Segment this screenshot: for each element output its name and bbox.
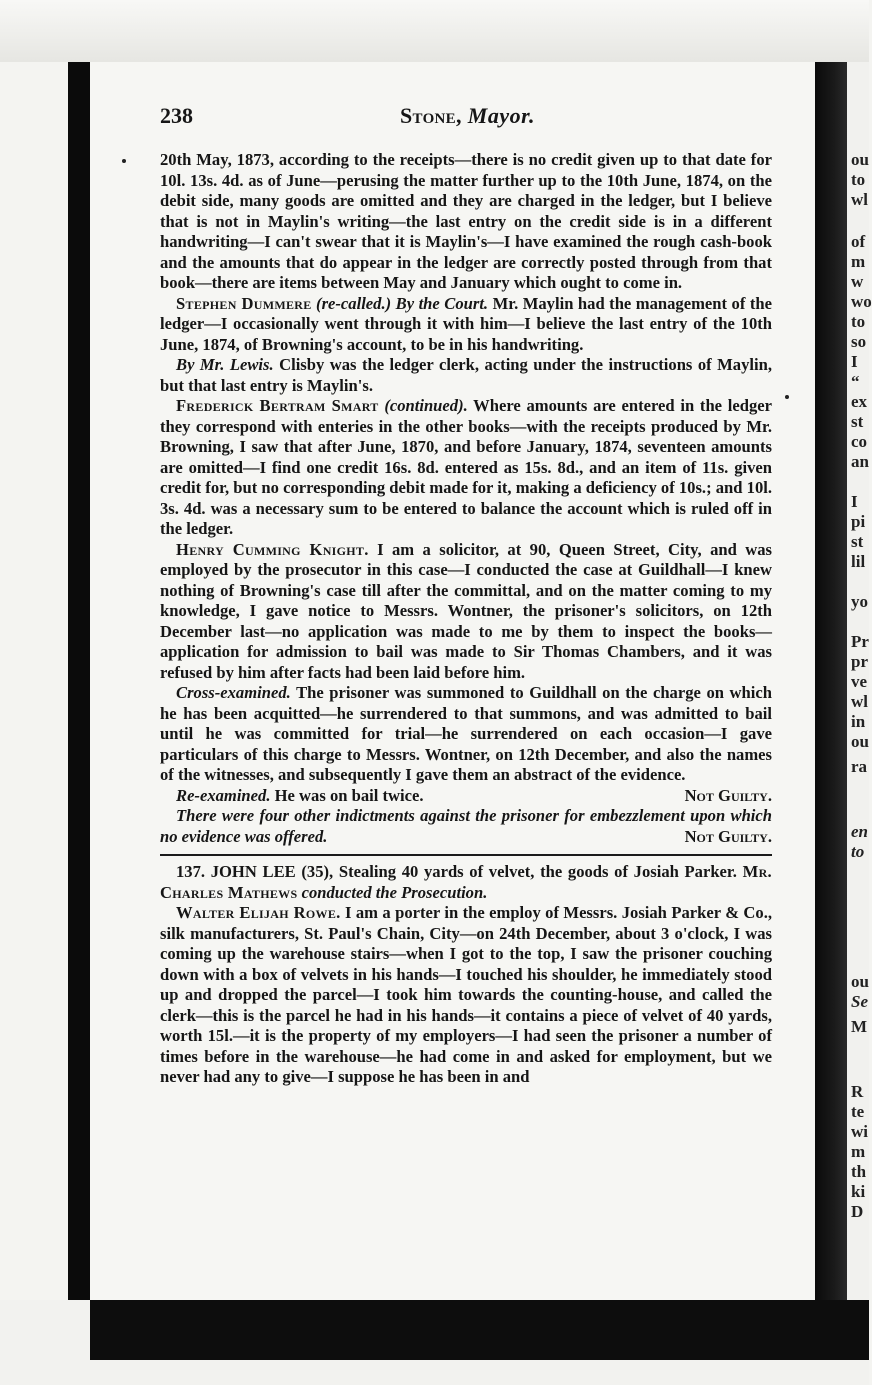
running-head-title: Mayor.: [467, 103, 535, 128]
book-edge-bottom: [90, 1300, 869, 1360]
facing-fragment: ou: [851, 972, 869, 991]
verdict: Not Guilty.: [684, 785, 772, 805]
paragraph-text: The prisoner was summoned to Guildhall on the charge on which he has been acquitted—he surrendered to that summons, and was admitted to bail until he was committed for trial—he surrendered on each occasion—I gave particulars of this charge to Messrs. Wontner, on 12th December, and also the names of the witnesses, and subsequently I gave them an abstract of the evidence.: [160, 683, 772, 784]
paragraph-text: Where amounts are entered in the ledger they correspond with enteries in the other books—with the receipts produced by Mr. Browning, I saw that after June, 1870, and before January, 1874, seventeen amounts are omitted—I find one credit 16s. 8d. entered as 15s. 8d., and an item of 11s. given credit for, but no corresponding debit made for it, making a deficiency of 10s.; and 10l. 3s. 4d. was a necessary sum to be entered to balance the account which is ruled off in the ledger.: [160, 396, 772, 538]
witness-name: Henry Cumming Knight.: [176, 539, 369, 559]
speck-mark: [785, 395, 789, 399]
case-heading: [160, 862, 772, 903]
facing-fragment: an: [851, 452, 869, 471]
book-spine: [815, 62, 847, 1300]
facing-fragment: D: [851, 1202, 864, 1221]
facing-fragment: to: [851, 312, 866, 331]
counsel-role: conducted the Prosecution.: [301, 882, 488, 902]
facing-fragment: Se: [851, 992, 868, 1011]
case-title: 137. JOHN LEE (35), Stealing 40 yards of velvet, the goods of Josiah Parker.: [176, 862, 737, 881]
paragraph: [160, 150, 772, 294]
paragraph-text: Mr. Maylin had the management of the ledger—I occasionally went through it with him—I believe the last entry of the 10th June, 1874, of Browning's account, to be in his handwriting.: [160, 293, 772, 354]
page-number: 238: [160, 103, 193, 128]
paragraph-text: I am a porter in the employ of Messrs. Josiah Parker & Co., silk manufacturers, St. Paul's Chain, City—on 24th December, about 3 o'clock, I was coming up the warehouse stairs—when I got to the top, I saw the prisoner couching down with a box of velvets in his hands—I touched his shoulder, he immediately stood up and dropped the parcel—I took him towards the counting-house, and called the clerk—this is the parcel he had in his hands—it contains a piece of velvet of 40 yards, worth 15l.—it is the property of my employers—I had seen the prisoner a number of times before in the warehouse—he had come in and asked for employment, but we never had any to give—I suppose he has been in and: [160, 903, 772, 1086]
examiner-label: By the Court.: [395, 293, 489, 313]
facing-fragment: of: [851, 232, 866, 251]
facing-fragment: co: [851, 432, 868, 451]
facing-fragment: to: [851, 842, 865, 861]
paragraph-text: He was on bail twice.: [274, 785, 424, 805]
facing-fragment: m: [851, 1142, 866, 1161]
facing-fragment: “: [851, 372, 860, 391]
scan-margin-top: [0, 0, 869, 62]
section-divider: [160, 854, 772, 856]
paragraph: [160, 903, 772, 1088]
facing-fragment: ra: [851, 757, 868, 776]
facing-fragment: ou: [851, 732, 869, 751]
facing-fragment: ex: [851, 392, 868, 411]
facing-fragment: pi: [851, 512, 866, 531]
facing-fragment: wi: [851, 1122, 868, 1141]
facing-fragment: yo: [851, 592, 868, 611]
facing-fragment: ki: [851, 1182, 866, 1201]
running-head-name: Stone,: [400, 103, 462, 128]
witness-name: Walter Elijah Rowe.: [176, 903, 341, 922]
paragraph: [160, 786, 772, 807]
examination-label: Cross-examined.: [176, 683, 291, 702]
facing-fragment: to: [851, 170, 866, 189]
verdict: Not Guilty.: [684, 826, 772, 846]
facing-fragment: M: [851, 1017, 868, 1036]
paragraph-text: I am a solicitor, at 90, Queen Street, City, and was employed by the prosecutor in this case—I conducted the case at Guildhall—I knew nothing of Browning's case till after the committal, and on the matter coming to my knowledge, I gave notice to Messrs. Wontner, the prisoner's solicitors, on 12th December last—no application was made to me by them to inspect the books—application for admission to bail was made to Sir Thomas Chambers, and it was refused by him after facts had been laid before him.: [160, 539, 772, 682]
facing-fragment: st: [851, 412, 864, 431]
running-head: [400, 103, 535, 129]
speck-mark: [122, 159, 126, 163]
facing-fragment: te: [851, 1102, 865, 1121]
facing-fragment: wl: [851, 692, 868, 711]
facing-fragment: ve: [851, 672, 868, 691]
facing-fragment: w: [851, 272, 864, 291]
book-edge-left: [68, 62, 90, 1302]
paragraph-text: Clisby was the ledger clerk, acting under the instructions of Maylin, but that last entry is Maylin's.: [160, 355, 772, 395]
facing-fragment: pr: [851, 652, 868, 671]
paragraph: [160, 540, 772, 684]
counsel-name: Mr. Charles Mathews: [160, 862, 772, 902]
facing-fragment: wl: [851, 190, 868, 209]
paragraph: [160, 683, 772, 786]
paragraph-text: There were four other indictments against the prisoner for embezzlement upon which no evidence was offered.: [160, 806, 772, 846]
facing-fragment: ou: [851, 150, 869, 169]
facing-fragment: I: [851, 492, 858, 511]
paragraph: [160, 294, 772, 356]
facing-fragment: R: [851, 1082, 864, 1101]
witness-name: Frederick Bertram Smart: [176, 396, 379, 415]
body-text: [160, 150, 772, 1088]
facing-fragment: so: [851, 332, 867, 351]
paragraph: [160, 396, 772, 540]
examiner-label: By Mr. Lewis.: [176, 355, 274, 374]
facing-fragment: lil: [851, 552, 866, 571]
running-header: [160, 103, 770, 131]
recalled-note: (re-called.): [316, 293, 392, 313]
paragraph: [160, 355, 772, 396]
paragraph-text: 20th May, 1873, according to the receipts—there is no credit given up to that date for 10l. 13s. 4d. as of June—perusing the matter further up to the 10th June, 1874, on the debit side, many goods are omitted and they are charged in the ledger, but I believe that is not in Maylin's writing—the last entry on the credit side is in a different handwriting—I can't swear that it is Maylin's—I have examined the rough cash-book and the amounts that do appear in the ledger are correctly posted through from that book—there are items between May and January which ought to come in.: [160, 150, 772, 292]
facing-page-edge: [847, 62, 872, 1300]
facing-fragment: Pr: [851, 632, 869, 651]
facing-fragment: th: [851, 1162, 867, 1181]
facing-fragment: st: [851, 532, 864, 551]
facing-fragment: en: [851, 822, 868, 841]
witness-name: Stephen Dummere: [176, 293, 312, 313]
facing-fragment: m: [851, 252, 866, 271]
examination-label: Re-examined.: [176, 785, 271, 805]
facing-fragment: wo: [851, 292, 872, 311]
facing-fragment: I: [851, 352, 858, 371]
continued-note: (continued).: [384, 396, 468, 415]
paragraph: [160, 806, 772, 847]
facing-fragment: in: [851, 712, 866, 731]
